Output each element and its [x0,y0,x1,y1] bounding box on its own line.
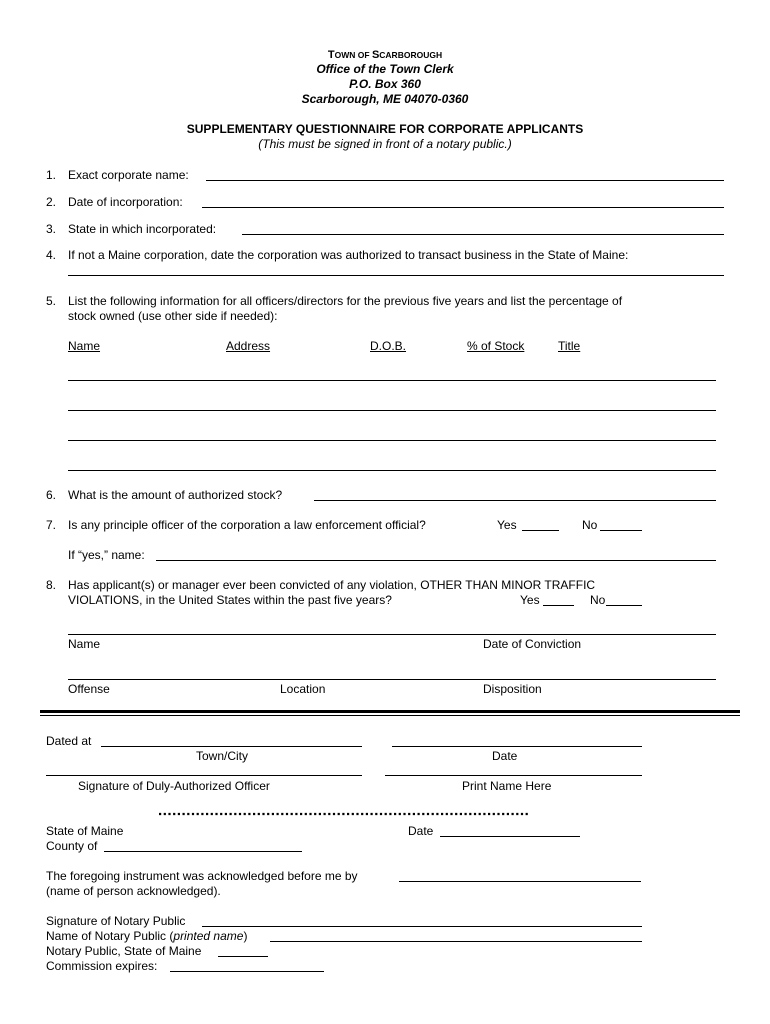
col-title-header: Title [558,339,581,353]
conviction-name-label: Name [68,637,101,651]
q1-field[interactable] [206,180,724,181]
acknowledged-name-field[interactable] [399,881,641,882]
notary-signature-field[interactable] [202,926,642,927]
county-label: County of [46,839,98,853]
date-label: Date [492,749,518,763]
q8-no-label: No [590,593,606,607]
q5-label-line2: stock owned (use other side if needed): [68,309,278,323]
q7-if-yes-label: If “yes,” name: [68,548,145,562]
po-box: P.O. Box 360 [349,77,421,91]
col-name-header: Name [68,339,101,353]
conviction-line-1[interactable] [68,634,716,635]
q7-yes-label: Yes [497,518,517,532]
q7-label: Is any principle officer of the corporation a law enforcement official? [68,518,426,532]
q7-no-field[interactable] [600,530,642,531]
notary-name-label: Name of Notary Public (printed name) [46,929,248,943]
notary-state-label: Notary Public, State of Maine [46,944,202,958]
town-city-label: Town/City [196,749,249,763]
q5-number: 5. [46,294,57,308]
q6-number: 6. [46,488,57,502]
print-name-field[interactable] [385,775,642,776]
form-title: SUPPLEMENTARY QUESTIONNAIRE FOR CORPORATE APPLICANTS [186,122,584,136]
q7-yes-field[interactable] [522,530,559,531]
q7-if-yes-field[interactable] [156,560,716,561]
q6-label: What is the amount of authorized stock? [68,488,283,502]
officer-signature-label: Signature of Duly-Authorized Officer [78,779,270,793]
officer-row-2[interactable] [68,410,716,411]
q8-number: 8. [46,578,57,592]
notary-signature-label: Signature of Notary Public [46,914,186,928]
q5-label-line1: List the following information for all officers/directors for the previous five years and list the percentage of [68,294,623,308]
town-name: TOWN OF SCARBOROUGH [327,49,443,61]
officer-signature-field[interactable] [46,775,362,776]
city-address: Scarborough, ME 04070-0360 [301,92,469,106]
office-name: Office of the Town Clerk [316,62,454,76]
section-divider-thin [40,715,740,716]
q7-number: 7. [46,518,57,532]
col-address-header: Address [226,339,271,353]
dated-at-field[interactable] [101,746,362,747]
q8-no-field[interactable] [606,605,642,606]
conviction-offense-label: Offense [68,682,110,696]
q3-number: 3. [46,222,57,236]
q2-number: 2. [46,195,57,209]
acknowledged-label-line2: (name of person acknowledged). [46,884,221,898]
officer-row-4[interactable] [68,470,716,471]
col-dob-header: D.O.B. [370,339,407,353]
county-field[interactable] [104,851,302,852]
acknowledged-label-line1: The foregoing instrument was acknowledged before me by [46,869,358,883]
notary-name-field[interactable] [270,941,642,942]
q1-label: Exact corporate name: [68,168,189,182]
col-stock-header: % of Stock [467,339,525,353]
q8-label-line2: VIOLATIONS, in the United States within the past five years? [68,593,392,607]
commission-field[interactable] [170,971,324,972]
q6-field[interactable] [314,500,716,501]
date-field[interactable] [392,746,642,747]
q8-yes-field[interactable] [543,605,574,606]
q1-number: 1. [46,168,57,182]
commission-label: Commission expires: [46,959,158,973]
notary-date-label: Date [408,824,434,838]
q4-number: 4. [46,248,57,262]
section-divider-thick [40,710,740,713]
dated-at-label: Dated at [46,734,92,748]
conviction-date-label: Date of Conviction [483,637,582,651]
q4-field[interactable] [68,275,724,276]
q3-label: State in which incorporated: [68,222,217,236]
print-name-label: Print Name Here [462,779,552,793]
state-label: State of Maine [46,824,124,838]
dotted-separator [158,811,530,817]
form-note: (This must be signed in front of a notary public.) [258,137,512,151]
notary-state-field[interactable] [218,956,268,957]
q8-label-line1: Has applicant(s) or manager ever been convicted of any violation, OTHER THAN MINOR TRAFFIC [68,578,596,592]
notary-date-field[interactable] [440,836,580,837]
conviction-line-2[interactable] [68,679,716,680]
q2-label: Date of incorporation: [68,195,183,209]
q3-field[interactable] [242,234,724,235]
conviction-disposition-label: Disposition [483,682,542,696]
q8-yes-label: Yes [520,593,540,607]
officer-row-3[interactable] [68,440,716,441]
conviction-location-label: Location [280,682,326,696]
q7-no-label: No [582,518,598,532]
officer-row-1[interactable] [68,380,716,381]
q4-label: If not a Maine corporation, date the corporation was authorized to transact business in the State of Maine: [68,248,629,262]
q2-field[interactable] [202,207,724,208]
